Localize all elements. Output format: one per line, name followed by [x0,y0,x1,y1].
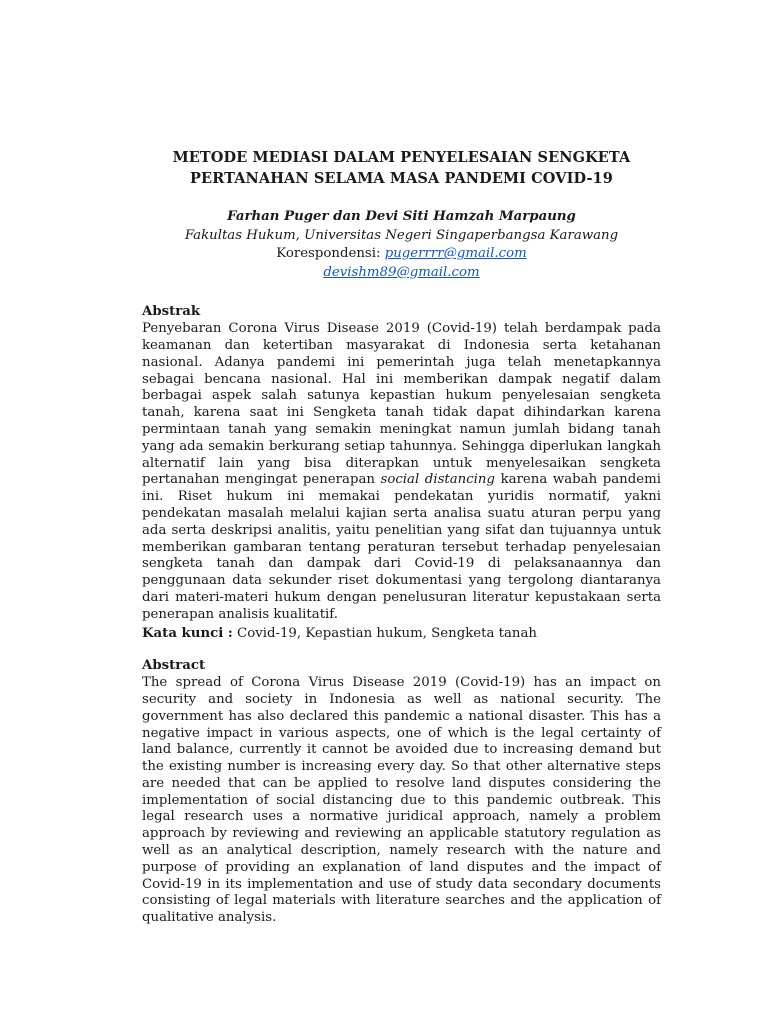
author-names: Farhan Puger dan Devi Siti Hamzah Marpaung [227,209,576,224]
abstrak-text-part-2: karena wabah pandemi ini. Riset hukum ini memakai pendekatan yuridis normatif, yakni pendekatan masalah melalui kajian serta analisa suatu aturan perpu yang ada serta deskripsi analitis, yaitu penelitian yang sifat dan tujuannya untuk memberikan gambaran tentang peraturan tersebut terhadap penyelesaian sengketa tanah dan dampak dari Covid-19 di pelaksanaannya dan penggunaan data sekunder riset dokumentasi yang tergolong diantaranya dari materi-materi hukum dengan penelusuran literatur kepustakaan serta penerapan analisis kualitatif. [142,472,661,622]
email-link-1[interactable]: pugerrrr@gmail.com [384,246,527,262]
keywords-label: Kata kunci : [142,625,233,641]
abstrak-heading: Abstrak [142,304,201,320]
author-affiliation: Fakultas Hukum, Universitas Negeri Singaperbangsa Karawang [184,227,619,243]
abstract-heading: Abstract [142,658,206,674]
abstrak-section [142,304,661,642]
keywords-value: Covid-19, Kepastian hukum, Sengketa tanah [232,625,537,641]
paper-page [142,147,661,927]
abstract-text: The spread of Corona Virus Disease 2019 (Covid-19) has an impact on security and society in Indonesia as well as national security. The government has also declared this pandemic a national disaster. This has a negative impact in various aspects, one of which is the legal certainty of land balance, currently it cannot be avoided due to increasing demand but the existing number is increasing every day. So that other alternative steps are needed that can be applied to resolve land disputes considering the implementation of social distancing due to this pandemic outbreak. This legal research uses a normative juridical approach, namely a problem approach by reviewing and reviewing an applicable statutory regulation as well as an analytical description, namely research with the nature and purpose of providing an explanation of land disputes and the impact of Covid-19 in its implementation and use of study data secondary documents consisting of legal materials with literature searches and the application of qualitative analysis. [142,675,661,926]
abstrak-text [142,321,661,623]
author-block [142,208,661,282]
keywords-line [142,626,661,643]
title-line-1: METODE MEDIASI DALAM PENYELESAIAN SENGKETA [172,149,631,166]
correspondence-line-2 [142,264,661,283]
abstract-section [142,658,661,927]
correspondence-line [142,245,661,264]
title-line-2: PERTANAHAN SELAMA MASA PANDEMI COVID-19 [190,170,613,187]
paper-title [142,147,661,189]
email-link-2[interactable]: devishm89@gmail.com [323,264,480,280]
correspondence-label: Korespondensi: [276,246,381,262]
abstrak-italic-term: social distancing [380,472,496,488]
abstrak-text-part-1: Penyebaran Corona Virus Disease 2019 (Covid-19) telah berdampak pada keamanan dan ketertiban masyarakat di Indonesia serta ketahanan nasional. Adanya pandemi ini pemerintah juga telah menetapkannya sebagai bencana nasional. Hal ini memberikan dampak negatif dalam berbagai aspek salah satunya kepastian hukum penyelesaian sengketa tanah, karena saat ini Sengketa tanah tidak dapat dihindarkan karena permintaan tanah yang semakin meningkat namun jumlah bidang tanah yang ada semakin berkurang setiap tahunnya. Sehingga diperlukan langkah alternatif lain yang bisa diterapkan untuk menyelesaikan sengketa pertanahan mengingat penerapan [142,321,661,488]
